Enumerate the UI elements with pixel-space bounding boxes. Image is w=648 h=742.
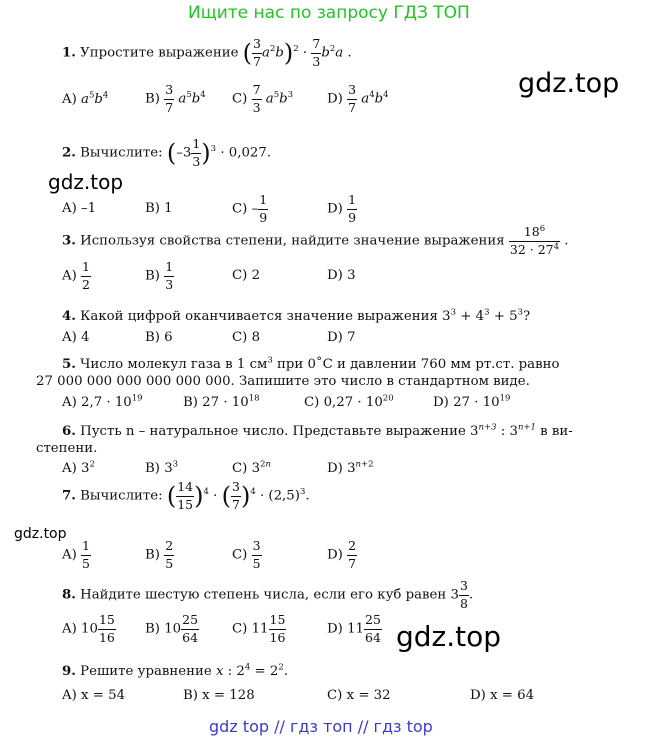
answer-4-d[interactable]: D) 7 [327, 330, 356, 345]
answer-3-b[interactable]: B) $\frac{1}{3}$ [145, 259, 174, 292]
answer-4-a[interactable]: A) 4 [62, 330, 90, 345]
answer-3-c[interactable]: C) 2 [232, 268, 261, 283]
answer-8-d[interactable]: D) 11 $\frac{25}{64}$ [327, 612, 381, 645]
answer-5-d[interactable]: D) $27 \cdot 10^{19}$ [433, 393, 511, 410]
answer-1-d[interactable]: D) $\frac{3}{7}$ $a^4b^4$ [327, 82, 389, 115]
header-banner: Ищите нас по запросу ГДЗ ТОП [188, 3, 470, 23]
answer-3-a[interactable]: A) $\frac{1}{2}$ [62, 259, 90, 292]
answer-7-d[interactable]: D) $\frac{2}{7}$ [327, 538, 357, 571]
answer-2-c[interactable]: C) – $\frac{1}{9}$ [232, 192, 268, 225]
answer-1-a[interactable]: A) $a^5b^4$ [62, 90, 109, 107]
answer-2-a[interactable]: A) –1 [62, 201, 97, 216]
question-7: 7. Вычислите: ( $\frac{14}{15}$ )$^4$ · ( $\frac{3}{7}$ )$^4 \cdot (2,5)^3$. [62, 479, 310, 512]
question-3: 3. Используя свойства степени, найдите значение выражения $\frac{18^6}{32 \cdot 27^4}$ . [62, 223, 569, 257]
answer-6-b[interactable]: B) $3^3$ [145, 459, 179, 476]
answer-6-c[interactable]: C) $3^{2n}$ [232, 459, 271, 476]
answer-6-d[interactable]: D) $3^{n+2}$ [327, 459, 374, 476]
answer-9-b[interactable]: B) x = 128 [183, 688, 255, 703]
question-6-line-2: степени. [36, 441, 98, 456]
answer-5-a[interactable]: A) $2,7 \cdot 10^{19}$ [62, 393, 143, 410]
watermark: gdz.top [48, 170, 124, 194]
question-8: 8. Найдите шестую степень числа, если его куб равен 3 $\frac{3}{8}$ . [62, 578, 474, 611]
answer-8-c[interactable]: C) 11 $\frac{15}{16}$ [232, 612, 286, 645]
question-9: 9. Решите уравнение x : $2^4 = 2^2$. [62, 662, 288, 679]
answer-2-b[interactable]: B) 1 [145, 201, 173, 216]
question-5-line-1: 5. Число молекул газа в 1 $см^3$ при 0˚С и давлении 760 мм рт.ст. равно [62, 355, 560, 372]
answer-3-d[interactable]: D) 3 [327, 268, 356, 283]
question-4: 4. Какой цифрой оканчивается значение выражения $3^3 + 4^3 + 5^3$? [62, 307, 531, 324]
answer-4-b[interactable]: B) 6 [145, 330, 173, 345]
answer-9-d[interactable]: D) x = 64 [470, 688, 535, 703]
answer-5-b[interactable]: B) $27 \cdot 10^{18}$ [183, 393, 260, 410]
answer-7-b[interactable]: B) $\frac{2}{5}$ [145, 538, 174, 571]
answer-8-b[interactable]: B) 10 $\frac{25}{64}$ [145, 612, 199, 645]
answer-9-c[interactable]: C) x = 32 [327, 688, 391, 703]
question-6-line-1: 6. Пусть n – натуральное число. Представьте выражение $3^{n+3}$ : $3^{n+1}$ в ви- [62, 422, 573, 439]
answer-6-a[interactable]: A) $3^2$ [62, 459, 95, 476]
watermark: gdz.top [396, 620, 502, 653]
answer-2-d[interactable]: D) $\frac{1}{9}$ [327, 192, 357, 225]
question-2: 2. Вычислите: (–3 $\frac{1}{3}$ )$^3$ · 0,027. [62, 136, 272, 169]
watermark: gdz.top [14, 526, 67, 542]
answer-4-c[interactable]: C) 8 [232, 330, 261, 345]
question-5-line-2: 27 000 000 000 000 000 000. Запишите это число в стандартном виде. [36, 374, 530, 389]
answer-5-c[interactable]: C) $0,27 \cdot 10^{20}$ [304, 393, 394, 410]
question-1: 1. Упростите выражение ( $\frac{3}{7}$ $a^2b)^2$ · $\frac{7}{3}$ $b^2a$ . [62, 36, 352, 69]
answer-8-a[interactable]: A) 10 $\frac{15}{16}$ [62, 612, 115, 645]
answer-7-c[interactable]: C) $\frac{3}{5}$ [232, 538, 261, 571]
answer-7-a[interactable]: A) $\frac{1}{5}$ [62, 538, 90, 571]
watermark: gdz.top [518, 68, 620, 99]
answer-1-b[interactable]: B) $\frac{3}{7}$ $a^5b^4$ [145, 82, 206, 115]
footer-banner: gdz top // гдз топ // гдз top [209, 717, 433, 736]
answer-9-a[interactable]: A) x = 54 [62, 688, 126, 703]
answer-1-c[interactable]: C) $\frac{7}{3}$ $a^5b^3$ [232, 82, 294, 115]
